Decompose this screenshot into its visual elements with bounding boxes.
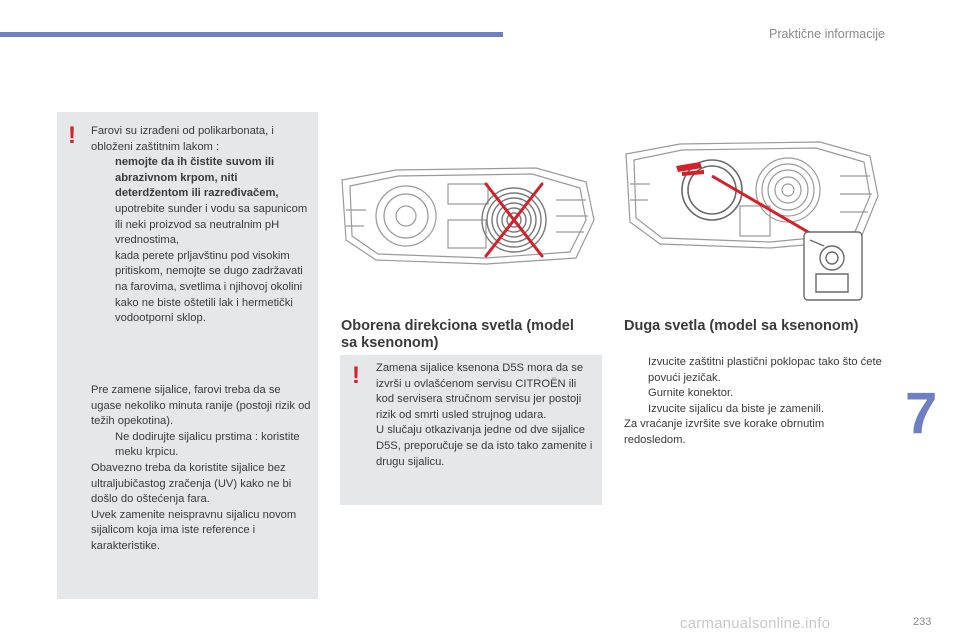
main-beam-steps (624, 355, 886, 449)
step-2: Gurnite konektor. (648, 387, 734, 400)
para-replace: Uvek zamenite neispravnu sijalicu novom sijalicom koja ima iste reference i karakteristike. (91, 508, 297, 552)
intro-text: Farovi su izrađeni od polikarbonata, i obloženi zaštitnim lakom : (91, 125, 274, 153)
left-bulb-text (91, 383, 313, 555)
para-uv: Obavezno treba da koristite sijalice bez ultraljubičastog zračenja (UV) kako ne bi došlo do oštećenja fara. (91, 461, 292, 506)
xenon-pair-text: U slučaju otkazivanja jedne od dve sijalice D5S, preporučuje se da isto tako zamenite i drugu sijalicu. (376, 424, 593, 468)
watermark: carmanualsonline.info (680, 615, 831, 632)
xenon-service-text: Zamena sijalice ksenona D5S mora da se izvrši u ovlašćenom servisu CITROËN ili kod servisera stručnom servisu jer postoji rizik od smrti usled strujnog udara. (376, 362, 584, 421)
chapter-number: 7 (905, 381, 938, 446)
para-before-replace: Pre zamene sijalice, farovi treba da se ugase nekoliko minuta ranije (postoji rizik od težih opekotina). (91, 384, 311, 428)
left-care-text (91, 124, 313, 327)
care-bullet-1: nemojte da ih čistite suvom ili abrazivnom krpom, niti deterdžentom ili razređivačem, (115, 156, 279, 200)
header-accent-bar (0, 32, 503, 37)
low-beam-heading: Oborena direkciona svetla (model sa ksenonom) (341, 318, 574, 351)
warning-icon: ! (352, 362, 360, 389)
section-title: Praktične informacije (768, 27, 885, 41)
step-1: Izvucite zaštitni plastični poklopac tako što ćete povući jezičak. (648, 356, 882, 384)
step-3: Izvucite sijalicu da biste je zamenili. (648, 402, 824, 415)
main-beam-headlamp-illustration (620, 136, 882, 304)
middle-warning-text (376, 361, 594, 470)
care-bullet-2: upotrebite sunđer i vodu sa sapunicom ili neki proizvod sa neutralnim pH vrednostima, (115, 202, 308, 247)
main-beam-heading: Duga svetla (model sa ksenonom) (624, 318, 859, 334)
low-beam-headlamp-illustration (336, 160, 602, 272)
bulb-bullet: Ne dodirujte sijalicu prstima : koristite meku krpicu. (115, 430, 300, 459)
warning-icon: ! (68, 122, 76, 149)
reassembly-note: Za vraćanje izvršite sve korake obrnutim redosledom. (624, 418, 825, 446)
page-number: 233 (913, 616, 932, 628)
care-bullet-3: kada perete prljavštinu pod visokim pritiskom, nemojte se dugo zadržavati na farovima, svetlima i njihovoj okolini kako ne biste oštetili lak i hermetički vodootporni sklop. (115, 249, 303, 325)
